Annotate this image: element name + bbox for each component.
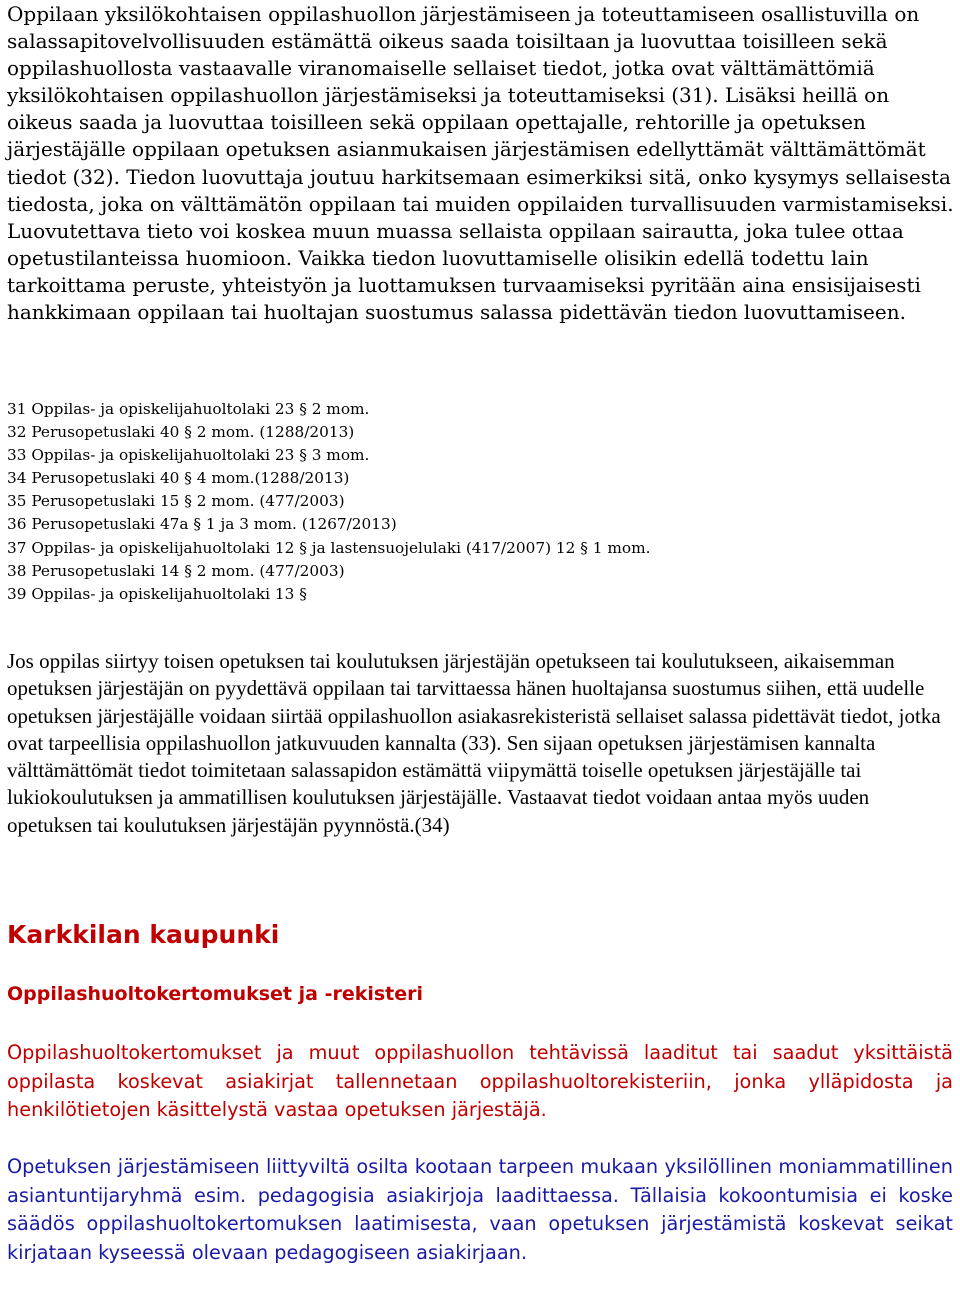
footnote-37: 37 Oppilas- ja opiskelijahuoltolaki 12 § ja lastensuojelulaki (417/2007) 12 § 1 mom. — [7, 538, 651, 557]
footnote-38: 38 Perusopetuslaki 14 § 2 mom. (477/2003) — [7, 561, 345, 580]
footnote-36: 36 Perusopetuslaki 47a § 1 ja 3 mom. (1267/2013) — [7, 515, 397, 534]
records-heading: Oppilashuoltokertomukset ja -rekisteri — [7, 983, 424, 1005]
footnote-33: 33 Oppilas- ja opiskelijahuoltolaki 23 § 3 mom. — [7, 446, 370, 465]
footnote-34: 34 Perusopetuslaki 40 § 4 mom.(1288/2013) — [7, 469, 350, 488]
paragraph-expert-group: Opetuksen järjestämiseen liittyviltä osilta kootaan tarpeen mukaan yksilöllinen moniammatillinen asiantuntijaryhmä esim. pedagogisia asiakirjoja laadittaessa. Tällaisia kokoontumisia ei koske säädös oppilashuoltokertomuksen laatimisesta, vaan opetuksen järjestämistä koskevat seikat kirjataan kyseessä olevaan pedagogiseen asiakirjaan. — [7, 1155, 953, 1264]
paragraph-confidentiality-rights: Oppilaan yksilökohtaisen oppilashuollon järjestämiseen ja toteuttamiseen osallistuvilla on salassapitovelvollisuuden estämättä oikeus saada toisiltaan ja luovuttaa toisilleen sekä oppilashuollosta vastaavalle viranomaiselle sellaiset tiedot, jotka ovat välttämättömiä yksilökohtaisen oppilashuollon järjestämiseksi ja toteuttamiseksi (31). Lisäksi heillä on oikeus saada ja luovuttaa toisilleen sekä oppilaan opettajalle, rehtorille ja opetuksen järjestäjälle oppilaan opetuksen asianmukaisen järjestämisen edellyttämät välttämättömät tiedot (32). Tiedon luovuttaja joutuu harkitsemaan esimerkiksi sitä, onko kysymys sellaisesta tiedosta, joka on välttämätön oppilaan tai muiden oppilaiden turvallisuuden varmistamiseksi. Luovutettava tieto voi koskea muun muassa sellaista oppilaan sairautta, joka tulee ottaa opetustilanteissa huomioon. Vaikka tiedon luovuttamiselle olisikin edellä todettu lain tarkoittama peruste, yhteistyön ja luottamuksen turvaamiseksi pyritään aina ensisijaisesti hankkimaan oppilaan tai huoltajan suostumus salassa pidettävän tiedon luovuttamiseen. — [7, 2, 954, 325]
footnote-35: 35 Perusopetuslaki 15 § 2 mom. (477/2003) — [7, 492, 345, 511]
footnote-32: 32 Perusopetuslaki 40 § 2 mom. (1288/2013) — [7, 423, 355, 442]
footnote-list — [7, 398, 947, 606]
footnote-31: 31 Oppilas- ja opiskelijahuoltolaki 23 § 2 mom. — [7, 400, 370, 418]
paragraph-records-storage: Oppilashuoltokertomukset ja muut oppilashuollon tehtävissä laaditut tai saadut yksittäistä oppilasta koskevat asiakirjat tallennetaan oppilashuoltorekisteriin, jonka ylläpidosta ja henkilötietojen käsittelystä vastaa opetuksen järjestäjä. — [7, 1041, 953, 1122]
footnote-39: 39 Oppilas- ja opiskelijahuoltolaki 13 § — [7, 584, 307, 603]
paragraph-student-transfer: Jos oppilas siirtyy toisen opetuksen tai koulutuksen järjestäjän opetukseen tai koulutukseen, aikaisemman opetuksen järjestäjän on pyydettävä oppilaan tai tarvittaessa hänen huoltajansa suostumus siihen, että uudelle opetuksen järjestäjälle voidaan siirtää oppilashuollon asiakasrekisteristä sellaiset salassa pidettävät tiedot, jotka ovat tarpeellisia oppilashuollon jatkuvuuden kannalta (33). Sen sijaan opetuksen järjestämisen kannalta välttämättömät tiedot toimitetaan salassapidon estämättä viipymättä toiselle opetuksen järjestäjälle tai lukiokoulutuksen ja ammatillisen koulutuksen järjestäjälle. Vastaavat tiedot voidaan antaa myös uuden opetuksen tai koulutuksen järjestäjän pyynnöstä.(34) — [7, 649, 941, 837]
municipality-heading: Karkkilan kaupunki — [7, 920, 280, 949]
